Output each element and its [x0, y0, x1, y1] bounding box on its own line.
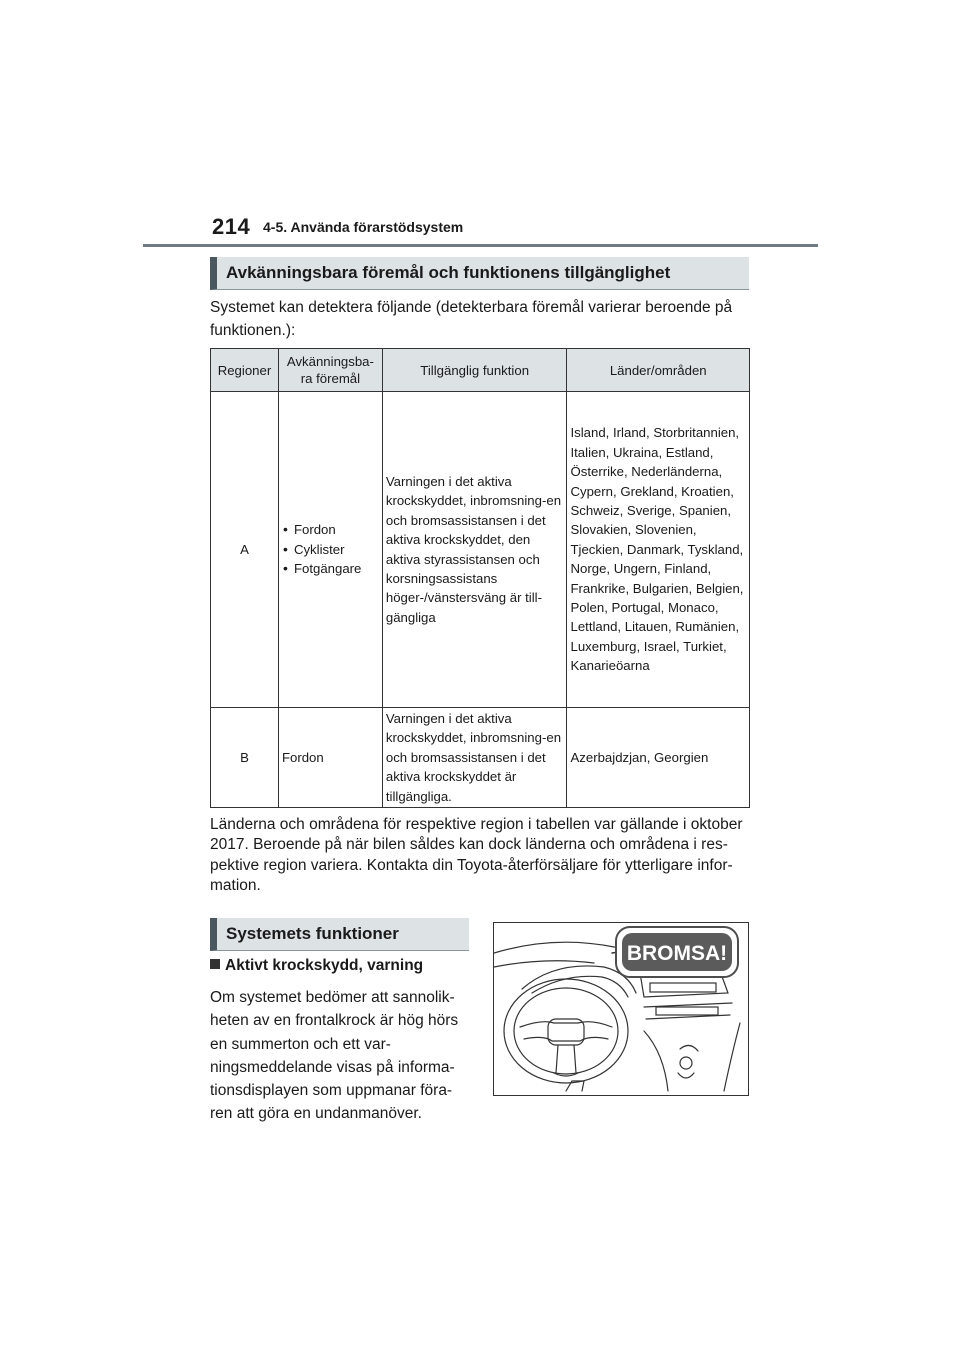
- body-paragraph: Om systemet bedömer att sannolik-heten av en frontalkrock är hög hörs en summerton och ett var-ningsmeddelande visas på informa-tionsdisplayen som uppmanar föra-ren att göra en undanmanöver.: [210, 989, 459, 1123]
- dashboard-illustration: [493, 922, 749, 1096]
- regions-table: [210, 348, 750, 808]
- column-header-objects: Avkänningsba-ra föremål: [278, 349, 382, 392]
- section-heading-detectable-objects: [210, 257, 749, 290]
- cell-region: B: [211, 708, 279, 808]
- section-heading-text: Systemets funktioner: [226, 924, 399, 943]
- dashboard-drawing: [494, 923, 748, 1095]
- column-header-countries: Länder/områden: [567, 349, 750, 392]
- section-heading-text: Avkänningsbara föremål och funktionens tillgänglighet: [226, 263, 671, 282]
- header-divider: [143, 244, 818, 247]
- sub-heading-text: Aktivt krockskydd, varning: [225, 957, 424, 974]
- column-header-function: Tillgänglig funktion: [382, 349, 567, 392]
- objects-list: [282, 520, 379, 578]
- chapter-title: 4-5. Använda förarstödsystem: [263, 219, 464, 235]
- sub-heading: [210, 957, 423, 975]
- footnote-paragraph: Länderna och områdena för respektive region i tabellen var gällande i oktober 2017. Beroende på när bilen såldes kan dock länderna och områdena i res-pektive region variera. Kontakta din Toyota-återförsäljare för ytterligare infor-mation.: [210, 816, 743, 894]
- column-header-regions: Regioner: [211, 349, 279, 392]
- table-row: [211, 708, 750, 808]
- section-heading-system-functions: [210, 918, 469, 951]
- list-item: • Fordon: [282, 520, 379, 539]
- cell-objects: Fordon: [278, 708, 382, 808]
- cell-objects: [278, 392, 382, 708]
- cell-region: A: [211, 392, 279, 708]
- table-header-row: [211, 349, 750, 392]
- intro-paragraph: Systemet kan detektera följande (detekterbara föremål varierar beroende på funktionen.):: [210, 299, 733, 339]
- cell-countries: Island, Irland, Storbritannien, Italien, Ukraina, Estland, Österrike, Nederländerna, Cypern, Grekland, Kroatien, Schweiz, Sverige, Spanien, Slovakien, Slovenien, Tjeckien, Danmark, Tyskland, Norge, Ungern, Finland, Frankrike, Bulgarien, Belgien, Polen, Portugal, Monaco, Lettland, Litauen, Rumänien, Luxemburg, Israel, Turkiet, Kanarieöarna: [567, 392, 750, 708]
- cell-function: Varningen i det aktiva krockskyddet, inbromsning-en och bromsassistansen i det aktiva krockskyddet är tillgängliga.: [382, 708, 567, 808]
- list-item: • Fotgängare: [282, 559, 379, 578]
- cell-function: Varningen i det aktiva krockskyddet, inbromsning-en och bromsassistansen i det aktiva krockskyddet, den aktiva styrassistansen och korsningsassistans höger-/vänstersväng är till-gängliga: [382, 392, 567, 708]
- page-number: 214: [212, 214, 251, 239]
- cell-countries: Azerbajdzjan, Georgien: [567, 708, 750, 808]
- table-row: [211, 392, 750, 708]
- list-item: • Cyklister: [282, 540, 379, 559]
- square-bullet-icon: [210, 959, 220, 969]
- warning-message-text: BROMSA!: [626, 942, 728, 965]
